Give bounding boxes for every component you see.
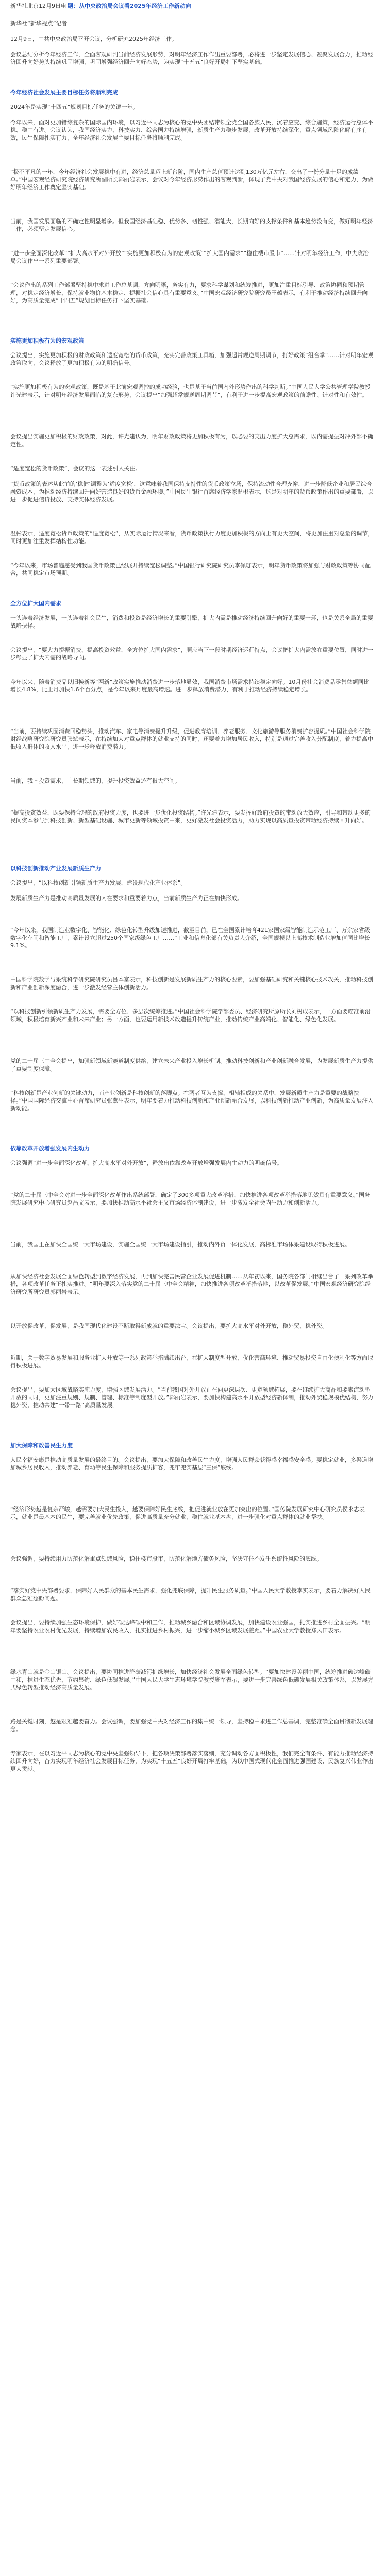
section-heading: 以科技创新推动产业发展新质生产力 [10, 865, 101, 872]
section-heading: 全方位扩大国内需求 [10, 600, 61, 607]
article-paragraph: 会议强调，要持续用力防范化解重点领域风险，稳住楼市股市，防范化解地方债务风险，坚决守住不发生系统性风险的底线。 [10, 1555, 322, 1562]
section-heading: 依靠改革开放增强发展内生动力 [10, 1145, 90, 1152]
article-paragraph: 近期，关于数字贸易发展和服务业扩大开放等一系列政策举措陆续出台，在扩大制度型开放、优化营商环境、推动贸易投资自由化便利化等方面取得积极进展。 [10, 1354, 373, 1369]
article-paragraph: 会议提出，“要大力提振消费、提高投资效益，全方位扩大国内需求”，顺应当下一段时期经济运行特点，会议把扩大内需放在重要位置，同时进一步彰显了扩大内需的战略导向。 [10, 647, 374, 661]
article-paragraph: 12月9日，中共中央政治局召开会议，分析研究2025年经济工作。 [10, 36, 177, 42]
article-paragraph: “会议作出的系列工作部署坚持稳中求进工作总基调，方向明晰，务实有力，要求科学谋划和统筹推进，更加注重目标引导、政策协同和预期管理，对稳定经济增长、保持就业物价基本稳定、提振社会信心具有重要意义。”中国宏观经济研究院研究员王蕴表示，有利于推动经济持续回升向好，为高质量完成“十四五”规划目标任务打下坚实基础。 [10, 282, 368, 304]
article-paragraph: 温彬表示，适度宽松货币政策的“适度宽松”，从实际运行情况来看，货币政策执行力度更加积极的方向上有更大空间，将更加注重对总量的调节，同时更加注重发挥结构性功能。 [10, 530, 374, 545]
article-paragraph: “货币政策的表述从此前的‘稳健’调整为‘适度宽松’，这意味着我国保持支持性的货币政策立场，保持流动性合理充裕，进一步降低企业和居民综合融资成本，为推动经济持续回升向好营造良好的货币金融环境。”中国民生银行首席经济学家温彬表示，这是对明年的货币政策作出的重要部署，以进一步促进信贷投放、支持实体经济发展。 [10, 481, 374, 503]
section-heading: 实施更加积极有为的宏观政策 [10, 337, 84, 344]
article-paragraph: “极不平凡的一年，今年经济社会发展稳中有进，经济总量迈上新台阶，国内生产总值预计达到130万亿元左右，交出了一份分量十足的成绩单。”中国宏观经济研究院经济研究所副所长郭丽岩表示，会议对今年经济形势作出的客观判断，体现了党中央对我国经济发展的信心和定力，为做好明年经济工作奠定坚实基础。 [10, 168, 374, 191]
article-paragraph: 会议提出实施更加积极的财政政策，对此，许光建认为，明年财政政策将更加积极有为，以必要的支出力度扩大总需求，以内需提振对冲外部不确定性。 [10, 433, 373, 448]
article-paragraph: “今年以来，市场普遍感受到我国货币政策已经展开持续宽松调整。”中国银行研究院研究员李佩珈表示，明年货币政策将加强与财政政策等协同配合，共同稳定市场预期。 [10, 562, 371, 577]
section-heading: 今年经济社会发展主要目标任务将顺利完成 [10, 89, 118, 96]
article-paragraph: 会议提出，实施更加积极的财政政策和适度宽松的货币政策，充实完善政策工具箱，加强超常规逆周期调节，打好政策“组合拳”……针对明年宏观政策取向，会议释放了更加积极有为的明确信号。 [10, 352, 374, 366]
article-paragraph: “科技创新是产业创新的关键动力，而产业创新是科技创新的落脚点。在两者互为支撑、相辅相成的关系中，发展新质生产力是重要的战略抉择。”中国国际经济交流中心首席研究员张燕生表示，明年要着力推动科技创新和产业创新融合发展，以科技创新推动产业创新，为高质量发展注入新动能。 [10, 1090, 374, 1112]
article-paragraph: 今年以来，面对更加错综复杂的国际国内环境，以习近平同志为核心的党中央团结带领全党全国各族人民，沉着应变、综合施策，经济运行总体平稳、稳中有进。会议认为，我国经济实力、科技实力、综合国力持续增强，新质生产力稳步发展，改革开放持续深化，重点领域风险化解有序有效，民生保障扎实有力，全年经济社会发展主要目标任务将顺利完成。 [10, 119, 373, 141]
article-paragraph: 一头连着经济发展，一头连着社会民生，消费和投资是经济增长的重要引擎，扩大内需是推动经济持续回升向好的重要一环，也是关系全局的重要战略抉择。 [10, 615, 373, 629]
article-paragraph: 会议提出，“以科技创新引领新质生产力发展，建设现代化产业体系”。 [10, 879, 187, 886]
article-paragraph: 会议强调“进一步全面深化改革、扩大高水平对外开放”，释放出依靠改革开放增强发展内生动力的明确信号。 [10, 1160, 283, 1166]
section-heading: 加大保障和改善民生力度 [10, 1442, 73, 1449]
article-paragraph: “提高投资效益，既要保持合理的政府投资力度，也要进一步优化投资结构。”许光建表示，要发挥好政府投资的带动放大效应，引导和带动更多的民间资本参与到科技创新、新型基础设施、城市更新等领域投资中来，更好激发社会投资活力，助力实现以高质量投资带动经济持续回升向好。 [10, 809, 371, 824]
article-paragraph: “经济形势越是复杂严峻，越需要加大民生投入，越要保障好民生底线，把促进就业放在更加突出的位置。”国务院发展研究中心研究员侯永志表示，就业是最基本的民生，要完善就业优先政策，促进高质量充分就业，稳住就业基本盘，进一步强化对重点群体的就业帮扶。 [10, 1506, 365, 1520]
article-paragraph: 人民幸福安康是推动高质量发展的最终目的。会议提出，要加大保障和改善民生力度，增强人民群众获得感幸福感安全感。要稳定就业，多渠道增加城乡居民收入，推动养老、育幼等民生保障和服务提质扩容，兜牢兜实基层“三保”底线。 [10, 1456, 373, 1471]
article-headline [10, 0, 374, 20]
article-paragraph: “当前，要持续巩固消费回稳势头，推动汽车、家电等消费提升升级，促进教育培训、养老服务、文化旅游等服务消费扩容提质。”中国社会科学院财经战略研究院研究员张斌表示，在持续加大对重点群体的就业支持的同时，还要着力增加居民收入，特别是通过完善收入分配制度，着力提高中低收入群体的收入水平，进一步释放消费潜力。 [10, 728, 373, 750]
article-paragraph: 路是关键时刻，越是艰难越要奋力。会议强调，要加强党中央对经济工作的集中统一领导，坚持稳中求进工作总基调，完整准确全面贯彻新发展理念。 [10, 1718, 373, 1733]
article-paragraph: “适度宽松的货币政策”，会议的这一表述引人关注。 [10, 465, 141, 472]
article-paragraph: “今年以来，我国制造业数字化、智能化、绿色化转型升级加速推进，截至目前，已在全国累计培育421家国家级智能制造示范工厂、万余家省级数字化车间和智能工厂，累计设立超过250个国家级绿色工厂……”工业和信息化部有关负责人介绍，全国规模以上高技术制造业增加值同比增长9.1%。 [10, 927, 370, 949]
article-paragraph: “实施更加积极有为的宏观政策，既是基于此前宏观调控的成功经验，也是基于当前国内外形势作出的科学判断。”中国人民大学公共管理学院教授许光建表示，针对明年经济发展面临的复杂形势，会议提出“加强超常规逆周期调节”，有利于进一步提高宏观政策的前瞻性、针对性和有效性。 [10, 384, 371, 398]
article-paragraph: 以开放促改革、促发展，是我国现代化建设不断取得新成就的重要法宝。会议提出，要扩大高水平对外开放，稳外贸、稳外资。 [10, 1323, 328, 1329]
article-paragraph: “党的二十届三中全会对进一步全面深化改革作出系统部署，确定了300多项重大改革举措，加快推进各项改革举措落地见效具有重要意义。”国务院发展研究中心研究员赵昌文表示，要加快推动高水平社会主义市场经济体制建设，进一步激发全社会内生动力和创新活力。 [10, 1192, 370, 1206]
article-paragraph: 会议总结分析今年经济工作，全面客观研判当前经济发展形势，对明年经济工作作出重要部署，必将进一步坚定发展信心、凝聚发展合力，推动经济回升向好势头持续巩固增强，巩固增强经济回升向好态势，为实现“十五五”良好开局打下坚实基础。 [10, 51, 373, 65]
article-paragraph: 专家表示，在以习近平同志为核心的党中央坚强领导下，把各项决策部署落实落细，充分调动各方面积极性，我们完全有条件、有能力推动经济持续回升向好，奋力实现明年经济社会发展目标任务，为实现“十五五”良好开局打牢基础，为以中国式现代化全面推进强国建设、民族复兴伟业作出更大贡献。 [10, 1750, 374, 1772]
article-paragraph: 当前，我国投资需求，中长期领域的，提升投资效益还有很大空间。 [10, 777, 180, 784]
article-paragraph: 从加快经济社会发展全面绿色转型到数字经济发展，再到加快完善民营企业发展促进机制……从年初以来，国务院各部门相继出台了一系列改革举措，各项改革任务正扎实推进。“明年要深入落实党的二十届三中全会精神，加快推进各项改革举措落地，以改革促发展。”中国宏观经济研究院经济研究所研究员郭丽岩表示。 [10, 1273, 373, 1295]
article-paragraph: 今年以来，随着消费品以旧换新等“两新”政策实施推动消费进一步落地显效，我国消费市场需求持续稳定向好。10月份社会消费品零售总额同比增长4.8%，比上月加快1.6个百分点，是今年以来月度最高增速。进一步释放消费潜力，有利于推动经济持续稳定增长。 [10, 679, 370, 693]
article-paragraph: 会议提出，要加大区域战略实施力度，增强区域发展活力。“当前我国对外开放正在向更深层次、更宽领域拓展，要在继续扩大商品和要素流动型开放的同时，更加注重规则、规制、管理、标准等制度型开放。”郭丽岩表示，要加快构建高水平开放型经济新体制，推动外贸稳规模优结构，努力稳外资，推动共建“一带一路”高质量发展。 [10, 1386, 374, 1409]
article-paragraph: “以科技创新引领新质生产力发展，需要全方位、多层次统筹推进。”中国社会科学院学部委员、经济研究所原所长刘树成表示，一方面要瞄准前沿领域，积极培育新兴产业和未来产业；另一方面，也要运用新技术改造提升传统产业，推动传统产业高端化、智能化、绿色化发展。 [10, 1008, 371, 1023]
reporter-byline: 新华社“新华视点”记者 [10, 20, 68, 27]
article-paragraph: 会议提出，要持续加强生态环境保护，做好碳达峰碳中和工作，推动城乡融合和区域协调发展，加快建设农业强国，扎实推进乡村全面振兴。“明年要坚持农业农村优先发展，持续增加农民收入，扎实推进乡村振兴，进一步缩小城乡区域发展差距。”中国农业大学教授郑风田表示。 [10, 1619, 371, 1634]
article-body [10, 35, 374, 1799]
article-paragraph: “进一步全面深化改革”“扩大高水平对外开放”“实施更加积极有为的宏观政策”“扩大国内需求”“稳住楼市股市”……针对明年经济工作，中央政治局会议作出一系列重要部署。 [10, 250, 369, 264]
article-paragraph: 当前，我国发展面临的不确定性明显增多。但我国经济基础稳、优势多、韧性强、潜能大，长期向好的支撑条件和基本趋势没有变，做好明年经济工作，必须坚定发展信心。 [10, 218, 373, 232]
dateline: 新华社北京12月9日电 [10, 3, 66, 9]
article-paragraph: 发展新质生产力是推动高质量发展的内在要求和重要着力点，当前新质生产力正在加快形成。 [10, 895, 243, 902]
article-paragraph: 当前，我国正在加快全国统一大市场建设，实施全国统一大市场建设指引，推动内外贸一体化发展，高标准市场体系建设取得积极进展。 [10, 1241, 350, 1248]
article-paragraph: 绿水青山就是金山银山。会议提出，要协同推进降碳减污扩绿增长，加快经济社会发展全面绿色转型。“要加快建设美丽中国，统筹推进碳达峰碳中和，推进生态优先、节约集约、绿色低碳发展。”中国人民大学生态环境学院教授庞军表示，要进一步完善绿色低碳发展相关政策体系，以发展方式绿色转型推动经济高质量发展。 [10, 1669, 374, 1691]
article-title: 题：从中央政治局会议看2025年经济工作新动向 [68, 3, 191, 9]
article-paragraph: 党的二十届三中全会提出，加强新领域新赛道制度供给，建立未来产业投入增长机制。推动科技创新和产业创新融合发展，为发展新质生产力提供了重要制度保障。 [10, 1058, 373, 1072]
article-paragraph: 中国科学院数学与系统科学研究院研究员吕本富表示，科技创新是发展新质生产力的核心要素，要加强基础研究和关键核心技术攻关，推动科技创新和产业创新深度融合，进一步激发经营主体创新活力。 [10, 976, 373, 991]
article-paragraph: 2024年是实现“十四五”规划目标任务的关键一年。 [10, 104, 139, 110]
article-paragraph: “落实好党中央部署要求，保障好人民群众的基本民生需求，强化兜底保障，提升民生服务质量。”中国人民大学教授李实表示，要着力解决好人民群众急难愁盼问题。 [10, 1587, 371, 1602]
